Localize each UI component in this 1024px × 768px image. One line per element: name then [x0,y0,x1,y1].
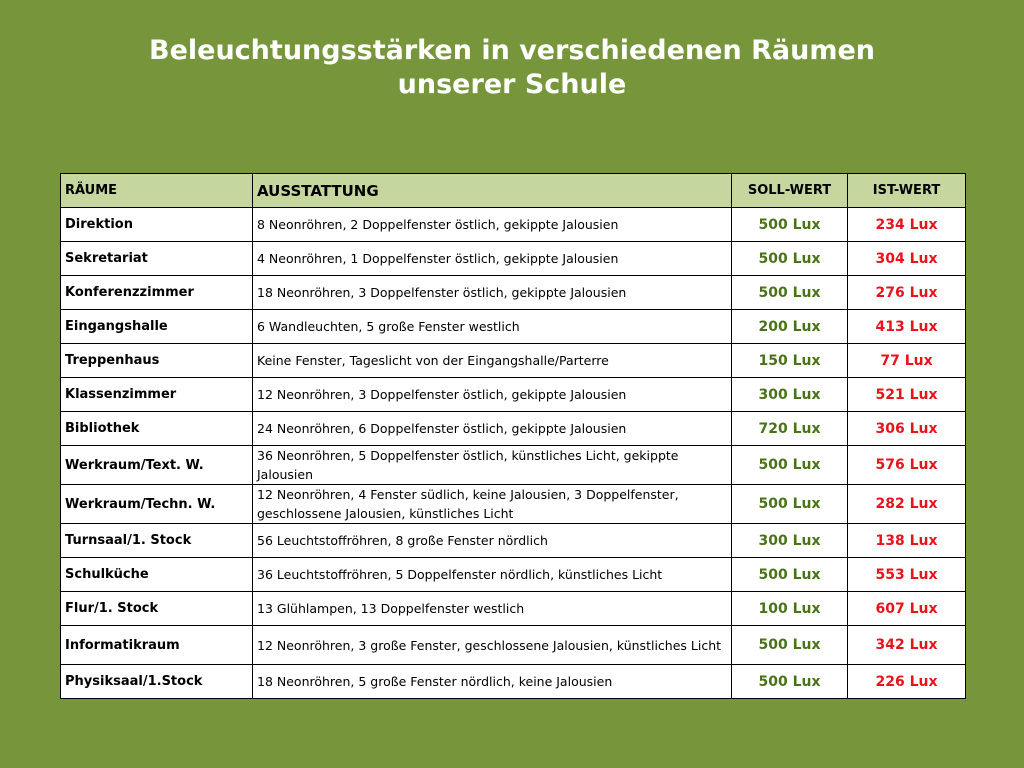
page-title-line-1: Beleuchtungsstärken in verschiedenen Räumen [149,35,875,66]
cell-ist-wert: 576 Lux [848,446,966,485]
cell-soll-wert: 300 Lux [732,524,848,558]
cell-ist-wert: 282 Lux [848,485,966,524]
cell-soll-wert: 500 Lux [732,276,848,310]
table-row [61,378,966,412]
cell-ausstattung: 36 Neonröhren, 5 Doppelfenster östlich, künstliches Licht, gekippte Jalousien [253,446,732,485]
cell-soll-wert: 300 Lux [732,378,848,412]
cell-soll-wert: 500 Lux [732,446,848,485]
cell-ausstattung: 12 Neonröhren, 3 Doppelfenster östlich, gekippte Jalousien [253,378,732,412]
cell-ausstattung: 18 Neonröhren, 3 Doppelfenster östlich, gekippte Jalousien [253,276,732,310]
cell-ausstattung: 8 Neonröhren, 2 Doppelfenster östlich, gekippte Jalousien [253,208,732,242]
cell-ausstattung: 56 Leuchtstoffröhren, 8 große Fenster nördlich [253,524,732,558]
cell-raum: Bibliothek [61,412,253,446]
cell-ausstattung: 24 Neonröhren, 6 Doppelfenster östlich, gekippte Jalousien [253,412,732,446]
cell-raum: Flur/1. Stock [61,592,253,626]
cell-ausstattung: 13 Glühlampen, 13 Doppelfenster westlich [253,592,732,626]
table-row [61,592,966,626]
cell-ausstattung: Keine Fenster, Tageslicht von der Eingangshalle/Parterre [253,344,732,378]
cell-raum: Informatikraum [61,626,253,665]
cell-soll-wert: 500 Lux [732,485,848,524]
cell-raum: Sekretariat [61,242,253,276]
table-row [61,485,966,524]
cell-raum: Direktion [61,208,253,242]
cell-raum: Schulküche [61,558,253,592]
cell-ist-wert: 521 Lux [848,378,966,412]
cell-raum: Klassenzimmer [61,378,253,412]
header-ist-wert: IST-WERT [848,174,966,208]
cell-ist-wert: 234 Lux [848,208,966,242]
table-row [61,524,966,558]
cell-raum: Physiksaal/1.Stock [61,665,253,699]
cell-soll-wert: 500 Lux [732,558,848,592]
illuminance-table [60,173,966,699]
cell-raum: Eingangshalle [61,310,253,344]
table-row [61,412,966,446]
cell-ausstattung: 6 Wandleuchten, 5 große Fenster westlich [253,310,732,344]
header-soll-wert: SOLL-WERT [732,174,848,208]
table-row [61,626,966,665]
cell-ausstattung: 12 Neonröhren, 3 große Fenster, geschlossene Jalousien, künstliches Licht [253,626,732,665]
cell-raum: Konferenzzimmer [61,276,253,310]
cell-ist-wert: 304 Lux [848,242,966,276]
cell-soll-wert: 500 Lux [732,208,848,242]
cell-ist-wert: 553 Lux [848,558,966,592]
cell-ist-wert: 226 Lux [848,665,966,699]
table-row [61,665,966,699]
table-row [61,276,966,310]
cell-soll-wert: 150 Lux [732,344,848,378]
table-row [61,446,966,485]
table-row [61,242,966,276]
cell-ist-wert: 306 Lux [848,412,966,446]
cell-soll-wert: 100 Lux [732,592,848,626]
table-row [61,558,966,592]
table-row [61,208,966,242]
cell-raum: Treppenhaus [61,344,253,378]
cell-soll-wert: 500 Lux [732,665,848,699]
cell-soll-wert: 200 Lux [732,310,848,344]
page-title-line-2: unserer Schule [397,69,627,100]
cell-ist-wert: 607 Lux [848,592,966,626]
cell-ist-wert: 342 Lux [848,626,966,665]
table-body [61,208,966,699]
cell-raum: Turnsaal/1. Stock [61,524,253,558]
cell-ist-wert: 276 Lux [848,276,966,310]
cell-ausstattung: 12 Neonröhren, 4 Fenster südlich, keine Jalousien, 3 Doppelfenster, geschlossene Jalousien, künstliches Licht [253,485,732,524]
cell-soll-wert: 500 Lux [732,626,848,665]
table-row [61,310,966,344]
cell-raum: Werkraum/Techn. W. [61,485,253,524]
cell-ausstattung: 4 Neonröhren, 1 Doppelfenster östlich, gekippte Jalousien [253,242,732,276]
table-header-row [61,174,966,208]
page-title [0,34,1024,102]
cell-ist-wert: 77 Lux [848,344,966,378]
header-ausstattung: AUSSTATTUNG [253,174,732,208]
table-row [61,344,966,378]
header-raeume: RÄUME [61,174,253,208]
cell-ausstattung: 36 Leuchtstoffröhren, 5 Doppelfenster nördlich, künstliches Licht [253,558,732,592]
cell-soll-wert: 720 Lux [732,412,848,446]
cell-ist-wert: 413 Lux [848,310,966,344]
cell-soll-wert: 500 Lux [732,242,848,276]
cell-ausstattung: 18 Neonröhren, 5 große Fenster nördlich, keine Jalousien [253,665,732,699]
cell-ist-wert: 138 Lux [848,524,966,558]
cell-raum: Werkraum/Text. W. [61,446,253,485]
